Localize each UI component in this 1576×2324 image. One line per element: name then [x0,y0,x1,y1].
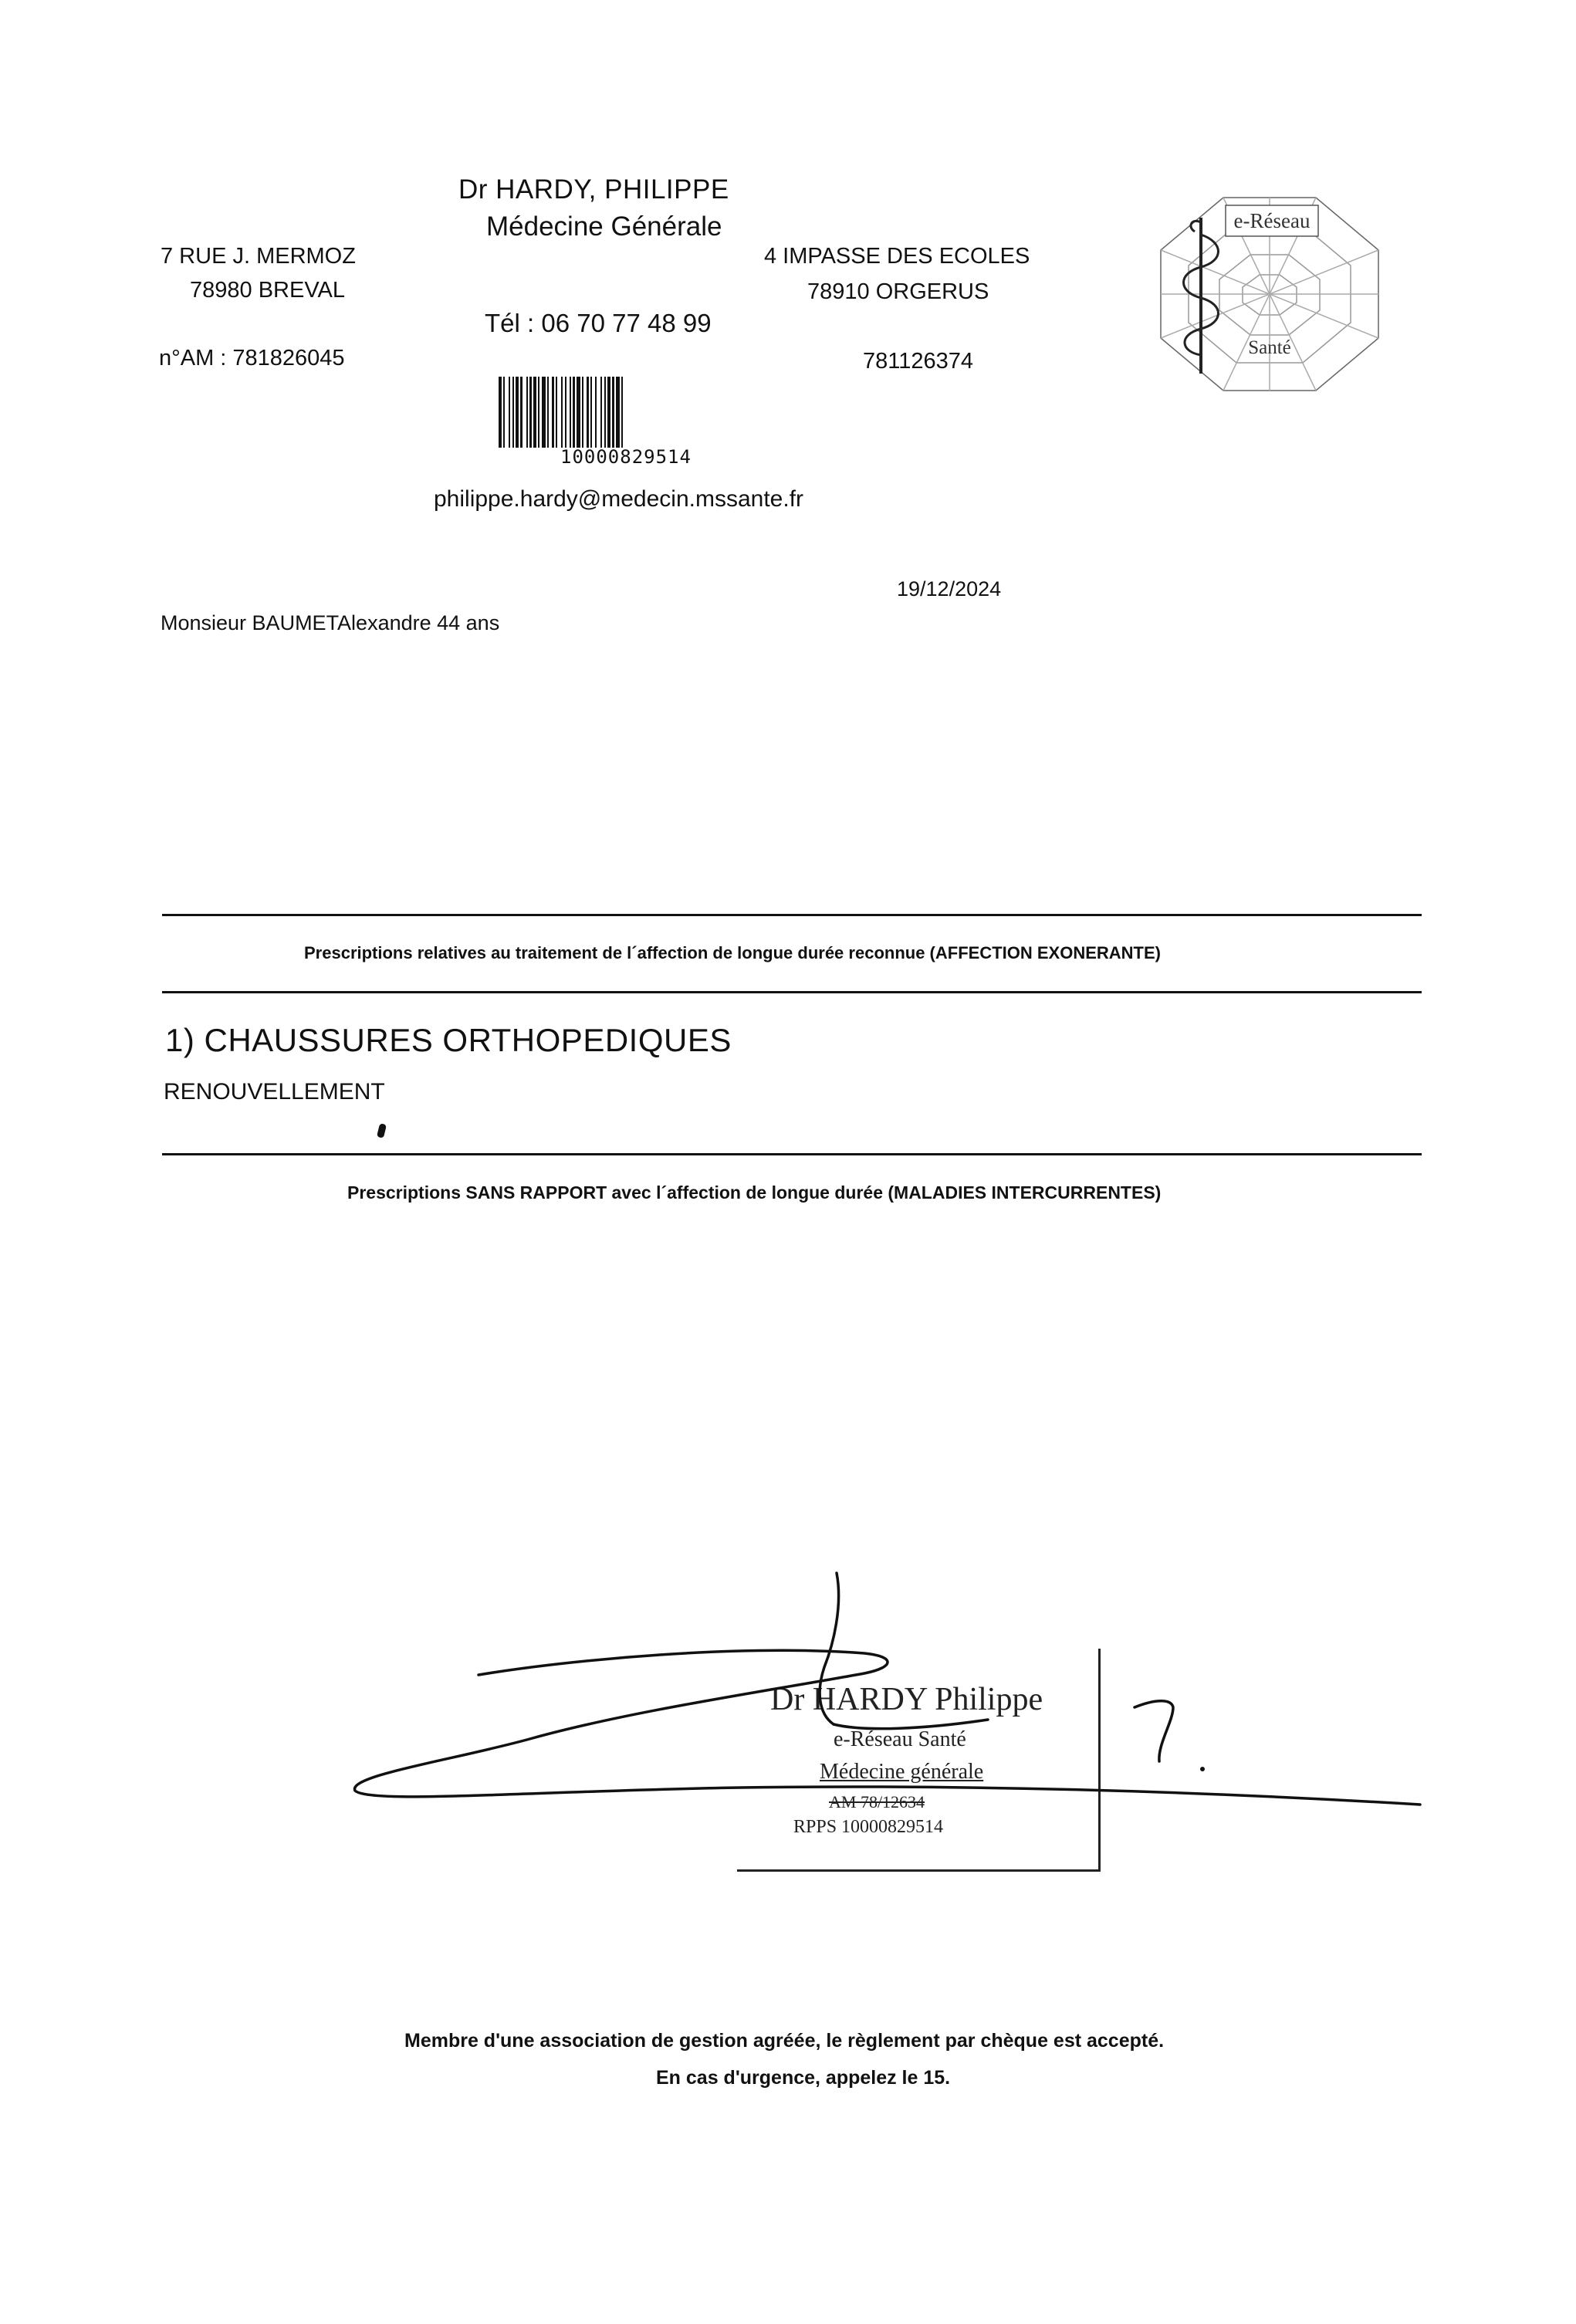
stamp-specialty: Médecine générale [820,1760,984,1784]
barcode-bar [565,377,566,448]
barcode-bar [542,377,546,448]
barcode-bar [538,377,539,448]
rpps-barcode [499,377,758,448]
phone-number: Tél : 06 70 77 48 99 [485,309,712,337]
ink-mark [377,1123,387,1138]
doctor-name: Dr HARDY, PHILIPPE [458,174,729,205]
ald-section-title: Prescriptions relatives au traitement de l´affection de longue durée reconnue (AFFECTION EXONERANTE) [304,943,1161,962]
prescription-date: 19/12/2024 [897,577,1002,600]
patient-info: Monsieur BAUMETAlexandre 44 ans [161,611,500,634]
barcode-bar [607,377,610,448]
stamp-network: e-Réseau Santé [834,1727,966,1751]
barcode-number: 10000829514 [560,446,692,468]
divider-non-ald [162,1153,1422,1155]
barcode-bar [582,377,583,448]
doctor-specialty: Médecine Générale [486,211,722,242]
barcode-bar [503,377,505,448]
am-number-left: n°AM : 781826045 [159,346,345,370]
barcode-bar [547,377,549,448]
address-left-line1: 7 RUE J. MERMOZ [161,244,356,269]
divider-top [162,914,1422,916]
barcode-bar [561,377,563,448]
barcode-bar [577,377,580,448]
handwritten-signature [340,1559,1436,1837]
barcode-bar [570,377,571,448]
barcode-bar [616,377,620,448]
barcode-bar [533,377,536,448]
footer-emergency-note: En cas d'urgence, appelez le 15. [656,2067,951,2089]
barcode-bar [529,377,532,448]
barcode-bar [520,377,523,448]
non-ald-section-title: Prescriptions SANS RAPPORT avec l´affection de longue durée (MALADIES INTERCURRENTES) [347,1182,1162,1203]
barcode-bar [600,377,602,448]
barcode-bar [604,377,606,448]
barcode-bar [556,377,557,448]
barcode-bar [499,377,502,448]
address-right-line2: 78910 ORGERUS [807,279,989,304]
barcode-bar [573,377,575,448]
barcode-bar [595,377,597,448]
am-number-right: 781126374 [863,349,974,374]
prescription-item-title: 1) CHAUSSURES ORTHOPEDIQUES [165,1022,732,1058]
footer-payment-note: Membre d'une association de gestion agréée, le règlement par chèque est accepté. [404,2030,1165,2052]
logo-top-text: e-Réseau [1233,209,1311,232]
stamp-am-number: AM 78/12634 [829,1792,925,1812]
doctor-email: philippe.hardy@medecin.mssante.fr [434,486,804,512]
barcode-bar [621,377,623,448]
stamp-rpps-number: RPPS 10000829514 [793,1817,944,1837]
barcode-bar [590,377,592,448]
stamp-doctor-name: Dr HARDY Philippe [770,1682,1043,1717]
barcode-bar [509,377,510,448]
address-left-line2: 78980 BREVAL [190,278,345,303]
prescription-item-detail: RENOUVELLEMENT [164,1079,385,1104]
barcode-bar [526,377,528,448]
barcode-bar [516,377,519,448]
barcode-bar [552,377,554,448]
barcode-bar [512,377,514,448]
e-reseau-sante-logo [1158,195,1382,394]
divider-ald [162,991,1422,993]
barcode-bar [587,377,589,448]
address-right-line1: 4 IMPASSE DES ECOLES [764,244,1030,269]
logo-bottom-text: Santé [1248,337,1291,358]
barcode-bar [612,377,614,448]
